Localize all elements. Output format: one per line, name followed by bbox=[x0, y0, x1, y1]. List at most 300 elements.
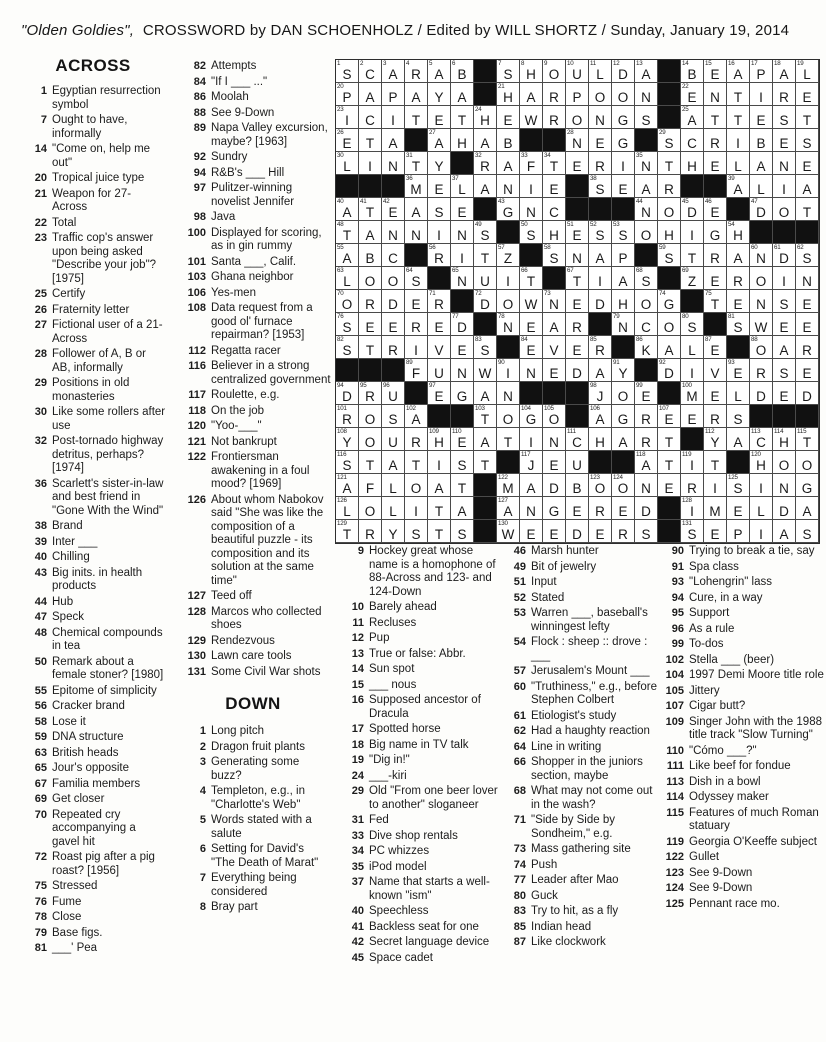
grid-cell-r4c9[interactable] bbox=[543, 152, 566, 175]
grid-cell-r20c11[interactable] bbox=[589, 520, 612, 543]
grid-cell-r15c15[interactable] bbox=[681, 405, 704, 428]
grid-cell-r6c0[interactable] bbox=[336, 198, 359, 221]
grid-cell-r12c4[interactable] bbox=[428, 336, 451, 359]
grid-cell-r1c8[interactable] bbox=[520, 83, 543, 106]
grid-cell-r5c8[interactable] bbox=[520, 175, 543, 198]
grid-cell-r16c4[interactable] bbox=[428, 428, 451, 451]
grid-cell-r14c18[interactable] bbox=[750, 382, 773, 405]
grid-cell-r18c10[interactable] bbox=[566, 474, 589, 497]
grid-cell-r20c12[interactable] bbox=[612, 520, 635, 543]
grid-cell-r3c2[interactable] bbox=[382, 129, 405, 152]
grid-cell-r18c2[interactable] bbox=[382, 474, 405, 497]
grid-cell-r9c20[interactable] bbox=[796, 267, 819, 290]
grid-cell-r3c14[interactable] bbox=[658, 129, 681, 152]
grid-cell-r5c18[interactable] bbox=[750, 175, 773, 198]
grid-cell-r19c5[interactable] bbox=[451, 497, 474, 520]
grid-cell-r8c10[interactable] bbox=[566, 244, 589, 267]
grid-cell-r0c18[interactable] bbox=[750, 60, 773, 83]
grid-cell-r5c4[interactable] bbox=[428, 175, 451, 198]
grid-cell-r7c5[interactable] bbox=[451, 221, 474, 244]
grid-cell-r18c16[interactable] bbox=[704, 474, 727, 497]
grid-cell-r2c5[interactable] bbox=[451, 106, 474, 129]
grid-cell-r17c6[interactable] bbox=[474, 451, 497, 474]
grid-cell-r13c20[interactable] bbox=[796, 359, 819, 382]
grid-cell-r16c13[interactable] bbox=[635, 428, 658, 451]
grid-cell-r8c7[interactable] bbox=[497, 244, 520, 267]
grid-cell-r0c15[interactable] bbox=[681, 60, 704, 83]
grid-cell-r18c8[interactable] bbox=[520, 474, 543, 497]
grid-cell-r3c7[interactable] bbox=[497, 129, 520, 152]
grid-cell-r13c12[interactable] bbox=[612, 359, 635, 382]
grid-cell-r7c9[interactable] bbox=[543, 221, 566, 244]
grid-cell-r0c12[interactable] bbox=[612, 60, 635, 83]
grid-cell-r8c6[interactable] bbox=[474, 244, 497, 267]
grid-cell-r5c11[interactable] bbox=[589, 175, 612, 198]
grid-cell-r6c7[interactable] bbox=[497, 198, 520, 221]
grid-cell-r7c14[interactable] bbox=[658, 221, 681, 244]
grid-cell-r2c0[interactable] bbox=[336, 106, 359, 129]
grid-cell-r17c18[interactable] bbox=[750, 451, 773, 474]
grid-cell-r14c13[interactable] bbox=[635, 382, 658, 405]
grid-cell-r12c6[interactable] bbox=[474, 336, 497, 359]
grid-cell-r16c10[interactable] bbox=[566, 428, 589, 451]
grid-cell-r16c1[interactable] bbox=[359, 428, 382, 451]
grid-cell-r3c20[interactable] bbox=[796, 129, 819, 152]
grid-cell-r19c0[interactable] bbox=[336, 497, 359, 520]
grid-cell-r15c7[interactable] bbox=[497, 405, 520, 428]
grid-cell-r15c1[interactable] bbox=[359, 405, 382, 428]
grid-cell-r4c17[interactable] bbox=[727, 152, 750, 175]
grid-cell-r18c12[interactable] bbox=[612, 474, 635, 497]
grid-cell-r17c2[interactable] bbox=[382, 451, 405, 474]
grid-cell-r2c8[interactable] bbox=[520, 106, 543, 129]
grid-cell-r15c0[interactable] bbox=[336, 405, 359, 428]
grid-cell-r4c0[interactable] bbox=[336, 152, 359, 175]
grid-cell-r4c19[interactable] bbox=[773, 152, 796, 175]
grid-cell-r10c2[interactable] bbox=[382, 290, 405, 313]
grid-cell-r6c8[interactable] bbox=[520, 198, 543, 221]
grid-cell-r11c10[interactable] bbox=[566, 313, 589, 336]
grid-cell-r4c10[interactable] bbox=[566, 152, 589, 175]
grid-cell-r15c8[interactable] bbox=[520, 405, 543, 428]
grid-cell-r8c9[interactable] bbox=[543, 244, 566, 267]
grid-cell-r11c4[interactable] bbox=[428, 313, 451, 336]
grid-cell-r18c3[interactable] bbox=[405, 474, 428, 497]
grid-cell-r0c19[interactable] bbox=[773, 60, 796, 83]
grid-cell-r12c0[interactable] bbox=[336, 336, 359, 359]
grid-cell-r14c16[interactable] bbox=[704, 382, 727, 405]
grid-cell-r13c14[interactable] bbox=[658, 359, 681, 382]
grid-cell-r12c8[interactable] bbox=[520, 336, 543, 359]
grid-cell-r8c12[interactable] bbox=[612, 244, 635, 267]
grid-cell-r6c5[interactable] bbox=[451, 198, 474, 221]
grid-cell-r20c3[interactable] bbox=[405, 520, 428, 543]
grid-cell-r8c14[interactable] bbox=[658, 244, 681, 267]
grid-cell-r0c7[interactable] bbox=[497, 60, 520, 83]
grid-cell-r17c9[interactable] bbox=[543, 451, 566, 474]
grid-cell-r14c12[interactable] bbox=[612, 382, 635, 405]
grid-cell-r1c4[interactable] bbox=[428, 83, 451, 106]
grid-cell-r2c18[interactable] bbox=[750, 106, 773, 129]
grid-cell-r8c15[interactable] bbox=[681, 244, 704, 267]
grid-cell-r0c2[interactable] bbox=[382, 60, 405, 83]
grid-cell-r11c7[interactable] bbox=[497, 313, 520, 336]
grid-cell-r20c16[interactable] bbox=[704, 520, 727, 543]
grid-cell-r6c13[interactable] bbox=[635, 198, 658, 221]
grid-cell-r17c4[interactable] bbox=[428, 451, 451, 474]
grid-cell-r15c11[interactable] bbox=[589, 405, 612, 428]
grid-cell-r18c5[interactable] bbox=[451, 474, 474, 497]
grid-cell-r14c17[interactable] bbox=[727, 382, 750, 405]
grid-cell-r8c11[interactable] bbox=[589, 244, 612, 267]
grid-cell-r20c20[interactable] bbox=[796, 520, 819, 543]
grid-cell-r10c7[interactable] bbox=[497, 290, 520, 313]
grid-cell-r19c11[interactable] bbox=[589, 497, 612, 520]
grid-cell-r0c8[interactable] bbox=[520, 60, 543, 83]
grid-cell-r9c13[interactable] bbox=[635, 267, 658, 290]
grid-cell-r9c19[interactable] bbox=[773, 267, 796, 290]
grid-cell-r2c10[interactable] bbox=[566, 106, 589, 129]
grid-cell-r9c15[interactable] bbox=[681, 267, 704, 290]
grid-cell-r10c18[interactable] bbox=[750, 290, 773, 313]
grid-cell-r5c6[interactable] bbox=[474, 175, 497, 198]
grid-cell-r4c12[interactable] bbox=[612, 152, 635, 175]
grid-cell-r3c0[interactable] bbox=[336, 129, 359, 152]
grid-cell-r6c18[interactable] bbox=[750, 198, 773, 221]
grid-cell-r7c0[interactable] bbox=[336, 221, 359, 244]
grid-cell-r3c10[interactable] bbox=[566, 129, 589, 152]
grid-cell-r2c15[interactable] bbox=[681, 106, 704, 129]
grid-cell-r19c15[interactable] bbox=[681, 497, 704, 520]
grid-cell-r1c20[interactable] bbox=[796, 83, 819, 106]
grid-cell-r1c1[interactable] bbox=[359, 83, 382, 106]
grid-cell-r5c13[interactable] bbox=[635, 175, 658, 198]
grid-cell-r4c20[interactable] bbox=[796, 152, 819, 175]
grid-cell-r18c7[interactable] bbox=[497, 474, 520, 497]
grid-cell-r11c20[interactable] bbox=[796, 313, 819, 336]
grid-cell-r0c1[interactable] bbox=[359, 60, 382, 83]
grid-cell-r15c17[interactable] bbox=[727, 405, 750, 428]
grid-cell-r14c7[interactable] bbox=[497, 382, 520, 405]
grid-cell-r19c18[interactable] bbox=[750, 497, 773, 520]
grid-cell-r9c5[interactable] bbox=[451, 267, 474, 290]
grid-cell-r13c15[interactable] bbox=[681, 359, 704, 382]
grid-cell-r20c9[interactable] bbox=[543, 520, 566, 543]
grid-cell-r17c19[interactable] bbox=[773, 451, 796, 474]
grid-cell-r16c7[interactable] bbox=[497, 428, 520, 451]
grid-cell-r2c16[interactable] bbox=[704, 106, 727, 129]
grid-cell-r16c9[interactable] bbox=[543, 428, 566, 451]
grid-cell-r1c15[interactable] bbox=[681, 83, 704, 106]
grid-cell-r13c3[interactable] bbox=[405, 359, 428, 382]
grid-cell-r17c20[interactable] bbox=[796, 451, 819, 474]
grid-cell-r1c19[interactable] bbox=[773, 83, 796, 106]
grid-cell-r20c1[interactable] bbox=[359, 520, 382, 543]
grid-cell-r20c19[interactable] bbox=[773, 520, 796, 543]
grid-cell-r6c3[interactable] bbox=[405, 198, 428, 221]
grid-cell-r10c17[interactable] bbox=[727, 290, 750, 313]
grid-cell-r1c16[interactable] bbox=[704, 83, 727, 106]
grid-cell-r14c20[interactable] bbox=[796, 382, 819, 405]
grid-cell-r13c18[interactable] bbox=[750, 359, 773, 382]
grid-cell-r6c14[interactable] bbox=[658, 198, 681, 221]
grid-cell-r17c14[interactable] bbox=[658, 451, 681, 474]
grid-cell-r3c1[interactable] bbox=[359, 129, 382, 152]
grid-cell-r3c16[interactable] bbox=[704, 129, 727, 152]
grid-cell-r19c2[interactable] bbox=[382, 497, 405, 520]
grid-cell-r18c17[interactable] bbox=[727, 474, 750, 497]
grid-cell-r19c7[interactable] bbox=[497, 497, 520, 520]
grid-cell-r8c19[interactable] bbox=[773, 244, 796, 267]
grid-cell-r9c0[interactable] bbox=[336, 267, 359, 290]
grid-cell-r20c10[interactable] bbox=[566, 520, 589, 543]
grid-cell-r5c17[interactable] bbox=[727, 175, 750, 198]
grid-cell-r20c18[interactable] bbox=[750, 520, 773, 543]
grid-cell-r7c1[interactable] bbox=[359, 221, 382, 244]
grid-cell-r1c0[interactable] bbox=[336, 83, 359, 106]
grid-cell-r20c2[interactable] bbox=[382, 520, 405, 543]
grid-cell-r19c16[interactable] bbox=[704, 497, 727, 520]
grid-cell-r10c13[interactable] bbox=[635, 290, 658, 313]
grid-cell-r12c18[interactable] bbox=[750, 336, 773, 359]
grid-cell-r7c8[interactable] bbox=[520, 221, 543, 244]
grid-cell-r6c4[interactable] bbox=[428, 198, 451, 221]
grid-cell-r9c1[interactable] bbox=[359, 267, 382, 290]
grid-cell-r19c1[interactable] bbox=[359, 497, 382, 520]
grid-cell-r14c0[interactable] bbox=[336, 382, 359, 405]
grid-cell-r9c6[interactable] bbox=[474, 267, 497, 290]
grid-cell-r4c11[interactable] bbox=[589, 152, 612, 175]
grid-cell-r8c20[interactable] bbox=[796, 244, 819, 267]
grid-cell-r9c2[interactable] bbox=[382, 267, 405, 290]
grid-cell-r15c13[interactable] bbox=[635, 405, 658, 428]
grid-cell-r7c12[interactable] bbox=[612, 221, 635, 244]
grid-cell-r16c19[interactable] bbox=[773, 428, 796, 451]
grid-cell-r11c14[interactable] bbox=[658, 313, 681, 336]
grid-cell-r3c5[interactable] bbox=[451, 129, 474, 152]
grid-cell-r20c5[interactable] bbox=[451, 520, 474, 543]
grid-cell-r17c10[interactable] bbox=[566, 451, 589, 474]
grid-cell-r5c7[interactable] bbox=[497, 175, 520, 198]
grid-cell-r0c0[interactable] bbox=[336, 60, 359, 83]
grid-cell-r9c10[interactable] bbox=[566, 267, 589, 290]
grid-cell-r10c1[interactable] bbox=[359, 290, 382, 313]
grid-cell-r2c19[interactable] bbox=[773, 106, 796, 129]
grid-cell-r10c9[interactable] bbox=[543, 290, 566, 313]
grid-cell-r4c8[interactable] bbox=[520, 152, 543, 175]
grid-cell-r8c18[interactable] bbox=[750, 244, 773, 267]
grid-cell-r1c17[interactable] bbox=[727, 83, 750, 106]
grid-cell-r5c5[interactable] bbox=[451, 175, 474, 198]
grid-cell-r16c6[interactable] bbox=[474, 428, 497, 451]
grid-cell-r7c13[interactable] bbox=[635, 221, 658, 244]
grid-cell-r16c11[interactable] bbox=[589, 428, 612, 451]
grid-cell-r17c8[interactable] bbox=[520, 451, 543, 474]
grid-cell-r7c15[interactable] bbox=[681, 221, 704, 244]
grid-cell-r18c14[interactable] bbox=[658, 474, 681, 497]
grid-cell-r16c16[interactable] bbox=[704, 428, 727, 451]
grid-cell-r8c0[interactable] bbox=[336, 244, 359, 267]
grid-cell-r16c3[interactable] bbox=[405, 428, 428, 451]
grid-cell-r15c16[interactable] bbox=[704, 405, 727, 428]
grid-cell-r11c0[interactable] bbox=[336, 313, 359, 336]
grid-cell-r8c16[interactable] bbox=[704, 244, 727, 267]
grid-cell-r11c1[interactable] bbox=[359, 313, 382, 336]
grid-cell-r4c6[interactable] bbox=[474, 152, 497, 175]
grid-cell-r4c2[interactable] bbox=[382, 152, 405, 175]
grid-cell-r15c2[interactable] bbox=[382, 405, 405, 428]
grid-cell-r17c0[interactable] bbox=[336, 451, 359, 474]
grid-cell-r10c11[interactable] bbox=[589, 290, 612, 313]
grid-cell-r19c13[interactable] bbox=[635, 497, 658, 520]
grid-cell-r2c4[interactable] bbox=[428, 106, 451, 129]
grid-cell-r19c4[interactable] bbox=[428, 497, 451, 520]
grid-cell-r1c11[interactable] bbox=[589, 83, 612, 106]
grid-cell-r16c20[interactable] bbox=[796, 428, 819, 451]
grid-cell-r2c6[interactable] bbox=[474, 106, 497, 129]
grid-cell-r4c14[interactable] bbox=[658, 152, 681, 175]
grid-cell-r4c16[interactable] bbox=[704, 152, 727, 175]
grid-cell-r10c10[interactable] bbox=[566, 290, 589, 313]
grid-cell-r13c16[interactable] bbox=[704, 359, 727, 382]
grid-cell-r11c5[interactable] bbox=[451, 313, 474, 336]
grid-cell-r6c15[interactable] bbox=[681, 198, 704, 221]
grid-cell-r4c18[interactable] bbox=[750, 152, 773, 175]
grid-cell-r3c19[interactable] bbox=[773, 129, 796, 152]
grid-cell-r3c18[interactable] bbox=[750, 129, 773, 152]
grid-cell-r0c20[interactable] bbox=[796, 60, 819, 83]
grid-cell-r9c17[interactable] bbox=[727, 267, 750, 290]
grid-cell-r10c16[interactable] bbox=[704, 290, 727, 313]
grid-cell-r18c9[interactable] bbox=[543, 474, 566, 497]
grid-cell-r7c2[interactable] bbox=[382, 221, 405, 244]
grid-cell-r0c10[interactable] bbox=[566, 60, 589, 83]
grid-cell-r17c13[interactable] bbox=[635, 451, 658, 474]
grid-cell-r14c4[interactable] bbox=[428, 382, 451, 405]
grid-cell-r7c11[interactable] bbox=[589, 221, 612, 244]
grid-cell-r17c16[interactable] bbox=[704, 451, 727, 474]
grid-cell-r3c15[interactable] bbox=[681, 129, 704, 152]
grid-cell-r6c19[interactable] bbox=[773, 198, 796, 221]
grid-cell-r12c13[interactable] bbox=[635, 336, 658, 359]
grid-cell-r11c18[interactable] bbox=[750, 313, 773, 336]
grid-cell-r2c2[interactable] bbox=[382, 106, 405, 129]
grid-cell-r16c12[interactable] bbox=[612, 428, 635, 451]
grid-cell-r11c15[interactable] bbox=[681, 313, 704, 336]
grid-cell-r14c11[interactable] bbox=[589, 382, 612, 405]
grid-cell-r12c5[interactable] bbox=[451, 336, 474, 359]
grid-cell-r1c12[interactable] bbox=[612, 83, 635, 106]
grid-cell-r7c3[interactable] bbox=[405, 221, 428, 244]
grid-cell-r20c17[interactable] bbox=[727, 520, 750, 543]
grid-cell-r10c8[interactable] bbox=[520, 290, 543, 313]
grid-cell-r14c6[interactable] bbox=[474, 382, 497, 405]
grid-cell-r18c18[interactable] bbox=[750, 474, 773, 497]
grid-cell-r19c3[interactable] bbox=[405, 497, 428, 520]
grid-cell-r20c4[interactable] bbox=[428, 520, 451, 543]
grid-cell-r10c19[interactable] bbox=[773, 290, 796, 313]
grid-cell-r19c9[interactable] bbox=[543, 497, 566, 520]
grid-cell-r2c11[interactable] bbox=[589, 106, 612, 129]
grid-cell-r9c8[interactable] bbox=[520, 267, 543, 290]
grid-cell-r14c19[interactable] bbox=[773, 382, 796, 405]
grid-cell-r4c7[interactable] bbox=[497, 152, 520, 175]
grid-cell-r9c11[interactable] bbox=[589, 267, 612, 290]
grid-cell-r13c7[interactable] bbox=[497, 359, 520, 382]
grid-cell-r13c19[interactable] bbox=[773, 359, 796, 382]
grid-cell-r5c9[interactable] bbox=[543, 175, 566, 198]
grid-cell-r9c7[interactable] bbox=[497, 267, 520, 290]
grid-cell-r12c14[interactable] bbox=[658, 336, 681, 359]
grid-cell-r14c5[interactable] bbox=[451, 382, 474, 405]
grid-cell-r6c20[interactable] bbox=[796, 198, 819, 221]
grid-cell-r20c7[interactable] bbox=[497, 520, 520, 543]
grid-cell-r5c20[interactable] bbox=[796, 175, 819, 198]
grid-cell-r18c20[interactable] bbox=[796, 474, 819, 497]
grid-cell-r3c6[interactable] bbox=[474, 129, 497, 152]
grid-cell-r5c3[interactable] bbox=[405, 175, 428, 198]
grid-cell-r9c3[interactable] bbox=[405, 267, 428, 290]
grid-cell-r12c15[interactable] bbox=[681, 336, 704, 359]
grid-cell-r15c6[interactable] bbox=[474, 405, 497, 428]
grid-cell-r10c6[interactable] bbox=[474, 290, 497, 313]
grid-cell-r18c11[interactable] bbox=[589, 474, 612, 497]
grid-cell-r13c17[interactable] bbox=[727, 359, 750, 382]
grid-cell-r11c2[interactable] bbox=[382, 313, 405, 336]
grid-cell-r8c1[interactable] bbox=[359, 244, 382, 267]
grid-cell-r2c12[interactable] bbox=[612, 106, 635, 129]
grid-cell-r7c6[interactable] bbox=[474, 221, 497, 244]
grid-cell-r4c4[interactable] bbox=[428, 152, 451, 175]
grid-cell-r5c19[interactable] bbox=[773, 175, 796, 198]
grid-cell-r17c3[interactable] bbox=[405, 451, 428, 474]
grid-cell-r16c14[interactable] bbox=[658, 428, 681, 451]
grid-cell-r8c17[interactable] bbox=[727, 244, 750, 267]
grid-cell-r0c16[interactable] bbox=[704, 60, 727, 83]
grid-cell-r20c0[interactable] bbox=[336, 520, 359, 543]
grid-cell-r5c14[interactable] bbox=[658, 175, 681, 198]
grid-cell-r14c2[interactable] bbox=[382, 382, 405, 405]
grid-cell-r9c18[interactable] bbox=[750, 267, 773, 290]
grid-cell-r20c13[interactable] bbox=[635, 520, 658, 543]
grid-cell-r11c8[interactable] bbox=[520, 313, 543, 336]
grid-cell-r7c17[interactable] bbox=[727, 221, 750, 244]
grid-cell-r10c12[interactable] bbox=[612, 290, 635, 313]
grid-cell-r9c16[interactable] bbox=[704, 267, 727, 290]
grid-cell-r16c5[interactable] bbox=[451, 428, 474, 451]
grid-cell-r3c11[interactable] bbox=[589, 129, 612, 152]
grid-cell-r10c20[interactable] bbox=[796, 290, 819, 313]
grid-cell-r1c7[interactable] bbox=[497, 83, 520, 106]
grid-cell-r0c4[interactable] bbox=[428, 60, 451, 83]
grid-cell-r15c9[interactable] bbox=[543, 405, 566, 428]
grid-cell-r2c1[interactable] bbox=[359, 106, 382, 129]
grid-cell-r19c17[interactable] bbox=[727, 497, 750, 520]
grid-cell-r10c0[interactable] bbox=[336, 290, 359, 313]
grid-cell-r8c5[interactable] bbox=[451, 244, 474, 267]
grid-cell-r17c5[interactable] bbox=[451, 451, 474, 474]
grid-cell-r16c2[interactable] bbox=[382, 428, 405, 451]
grid-cell-r17c1[interactable] bbox=[359, 451, 382, 474]
grid-cell-r1c9[interactable] bbox=[543, 83, 566, 106]
grid-cell-r16c17[interactable] bbox=[727, 428, 750, 451]
grid-cell-r6c9[interactable] bbox=[543, 198, 566, 221]
grid-cell-r2c13[interactable] bbox=[635, 106, 658, 129]
grid-cell-r11c3[interactable] bbox=[405, 313, 428, 336]
grid-cell-r7c16[interactable] bbox=[704, 221, 727, 244]
grid-cell-r13c11[interactable] bbox=[589, 359, 612, 382]
grid-cell-r12c11[interactable] bbox=[589, 336, 612, 359]
